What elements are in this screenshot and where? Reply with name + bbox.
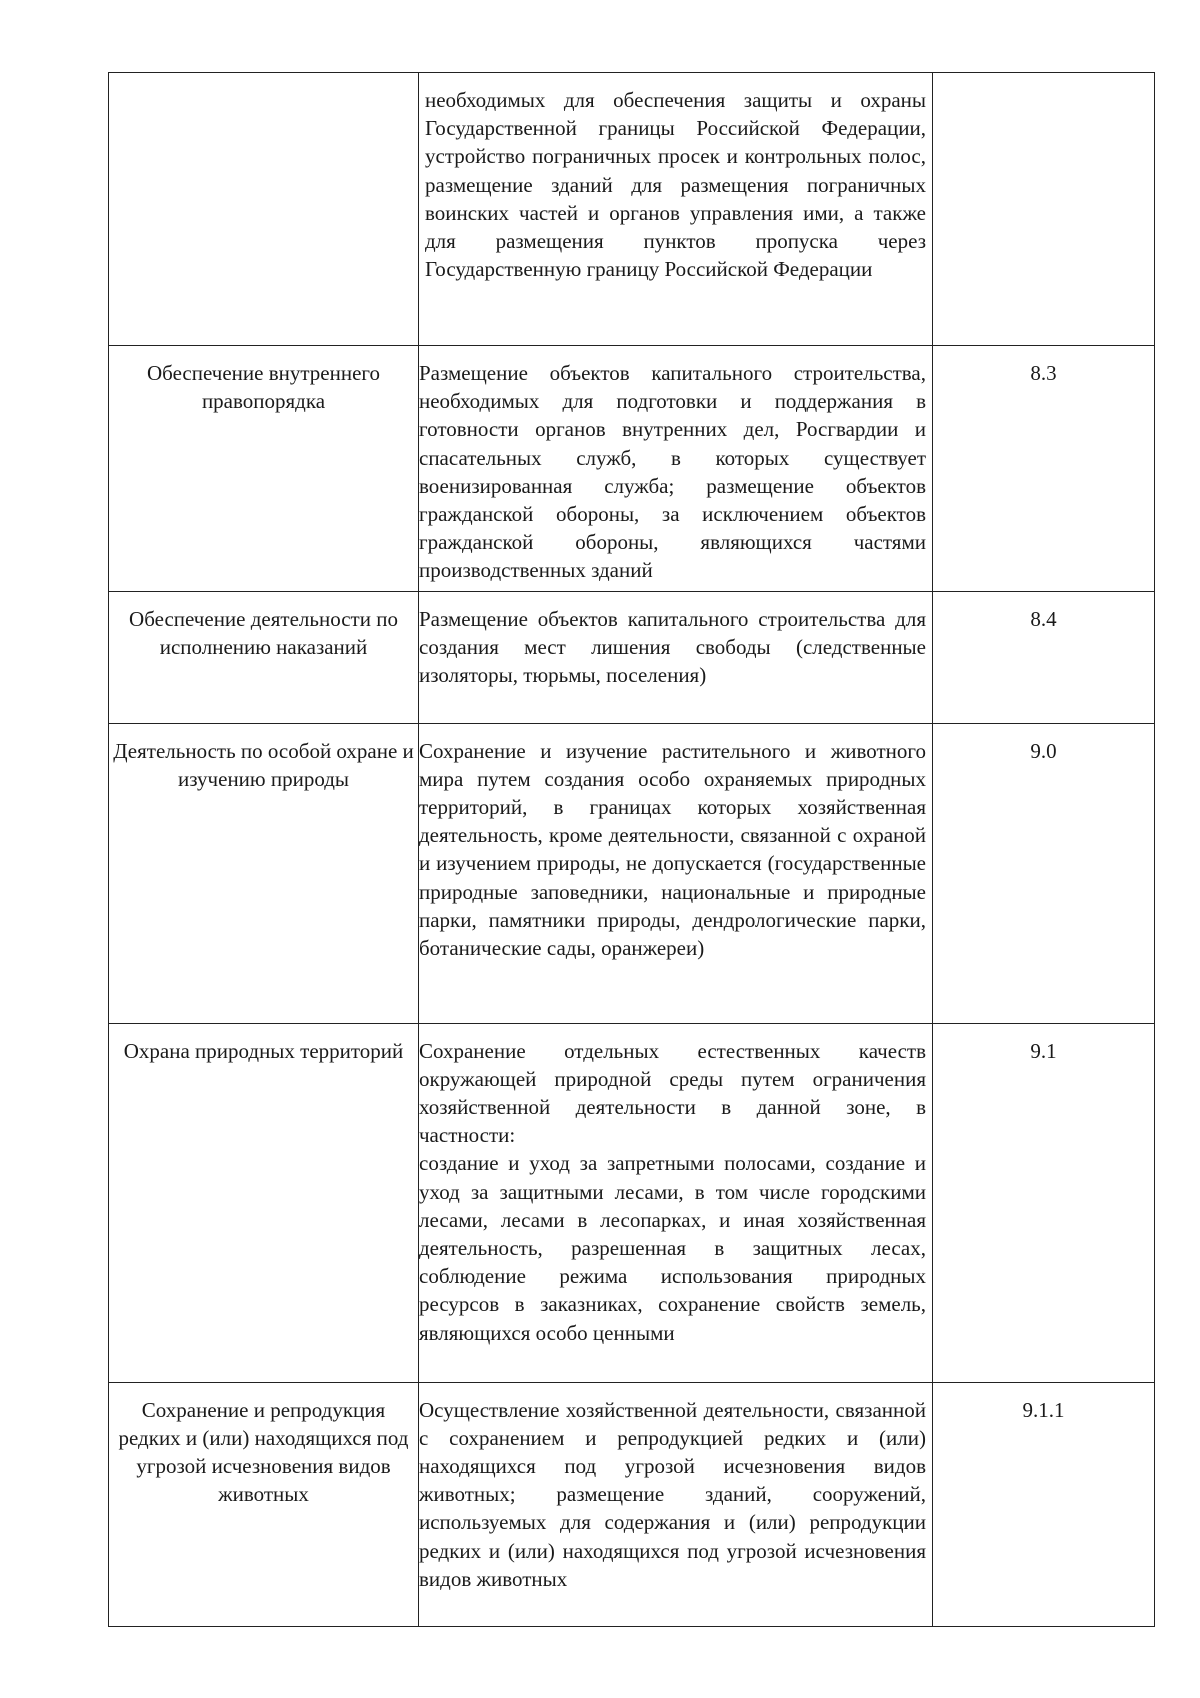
land-use-table: [108, 72, 1155, 1627]
description-paragraph: создание и уход за запретными полосами, создание и уход за защитными лесами, в том числе городскими лесами, лесами в лесопарках, и иная хозяйственная деятельность, разрешенная в защитных лесах, соблюдение режима использования природных ресурсов в заказниках, сохранение свойств земель, являющихся особо ценными: [419, 1151, 926, 1345]
use-type-description-cell: [419, 346, 933, 592]
use-type-name-cell: Обеспечение внутреннего правопорядка: [109, 346, 419, 592]
use-type-code-cell: 9.0: [933, 723, 1155, 1023]
table-row: [109, 346, 1155, 592]
table-row: [109, 1382, 1155, 1626]
description-paragraph: Сохранение и изучение растительного и животного мира путем создания особо охраняемых природных территорий, в границах которых хозяйственная деятельность, кроме деятельности, связанной с охраной и изучением природы, не допускается (государственные природные заповедники, национальные и природные парки, памятники природы, дендрологические парки, ботанические сады, оранжереи): [419, 738, 926, 961]
use-type-name-cell: Деятельность по особой охране и изучению природы: [109, 723, 419, 1023]
description-paragraph: Осуществление хозяйственной деятельности, связанной с сохранением и репродукцией редких и (или) находящихся под угрозой исчезновения видов животных; размещение зданий, сооружений, используемых для содержания и (или) репродукции редких и (или) находящихся под угрозой исчезновения видов животных: [419, 1397, 926, 1591]
use-type-name-cell: [109, 73, 419, 346]
use-type-name-cell: Охрана природных территорий: [109, 1023, 419, 1382]
use-type-code-cell: 9.1.1: [933, 1382, 1155, 1626]
use-type-description-cell: [419, 73, 933, 346]
table-row: [109, 591, 1155, 723]
description-paragraph: Размещение объектов капитального строительства для создания мест лишения свободы (следственные изоляторы, тюрьмы, поселения): [419, 606, 926, 688]
use-type-description-cell: [419, 1023, 933, 1382]
table-row: [109, 723, 1155, 1023]
use-type-description-cell: [419, 591, 933, 723]
use-type-code-cell: 8.3: [933, 346, 1155, 592]
use-type-code-cell: 9.1: [933, 1023, 1155, 1382]
use-type-description-cell: [419, 1382, 933, 1626]
table-row: [109, 73, 1155, 346]
table-row: [109, 1023, 1155, 1382]
use-type-description-cell: [419, 723, 933, 1023]
description-paragraph: необходимых для обеспечения защиты и охраны Государственной границы Российской Федерации, устройство пограничных просек и контрольных полос, размещение зданий для размещения пограничных воинских частей и органов управления ими, а также для размещения пунктов пропуска через Государственную границу Российской Федерации: [425, 88, 926, 282]
use-type-code-cell: 8.4: [933, 591, 1155, 723]
description-paragraph: Сохранение отдельных естественных качеств окружающей природной среды путем ограничения хозяйственной деятельности в данной зоне, в частности:: [419, 1038, 926, 1148]
description-paragraph: Размещение объектов капитального строительства, необходимых для подготовки и поддержания в готовности органов внутренних дел, Росгвардии и спасательных служб, в которых существует военизированная служба; размещение объектов гражданской обороны, за исключением объектов гражданской обороны, являющихся частями производственных зданий: [419, 361, 926, 583]
use-type-name-cell: Обеспечение деятельности по исполнению наказаний: [109, 591, 419, 723]
use-type-name-cell: Сохранение и репродукция редких и (или) находящихся под угрозой исчезновения видов животных: [109, 1382, 419, 1626]
use-type-code-cell: [933, 73, 1155, 346]
